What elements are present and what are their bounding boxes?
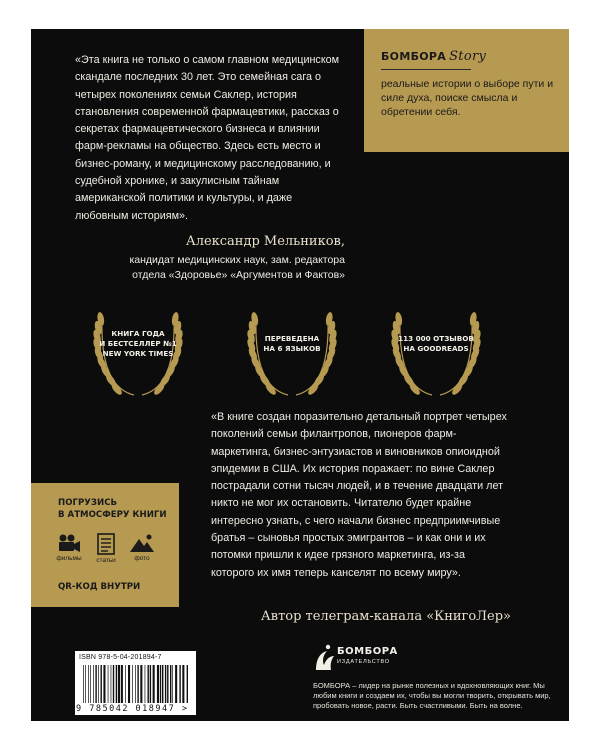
award-badge-1 — [73, 309, 203, 399]
barcode-bar — [162, 665, 163, 703]
award-text — [242, 334, 342, 354]
bombora-wave-logo-icon — [313, 643, 335, 671]
barcode-bar — [113, 665, 114, 703]
award-text-line: НА 6 ЯЗЫКОВ — [263, 344, 321, 353]
award-badge-3 — [371, 309, 501, 399]
barcode-bar — [116, 665, 117, 703]
laurel-wreath-icon — [371, 309, 501, 399]
qr-item-label: статьи — [96, 557, 116, 564]
barcode-bar — [153, 665, 155, 703]
barcode-bar — [101, 665, 102, 703]
qr-item-label: фильмы — [56, 555, 82, 562]
barcode-bar — [157, 665, 159, 703]
review-author-1-role-line: кандидат медицинских наук, зам. редактора — [129, 254, 345, 266]
barcode-bar — [175, 665, 177, 703]
award-text — [386, 334, 486, 354]
barcode-bar — [111, 665, 112, 703]
award-text-line: ПЕРЕВЕДЕНА — [264, 334, 320, 343]
qr-item-articles — [90, 533, 122, 564]
series-box — [364, 29, 569, 152]
barcode-bar — [167, 665, 168, 703]
barcode-bar — [88, 665, 89, 703]
book-back-cover — [31, 29, 569, 721]
qr-item-label: фото — [134, 555, 150, 562]
award-text-line: НА GOODREADS — [403, 344, 469, 353]
qr-promo-title-line: ПОГРУЗИСЬ — [58, 498, 118, 508]
barcode-bar — [187, 665, 188, 703]
document-icon — [97, 533, 115, 555]
barcode-bar — [121, 665, 123, 703]
review-author-1-name: Александр Мельников, — [185, 234, 345, 249]
qr-promo-title — [58, 497, 167, 521]
laurel-wreath-icon — [227, 309, 357, 399]
publisher-subtitle: ИЗДАТЕЛЬСТВО — [337, 659, 390, 665]
qr-item-photos — [126, 533, 158, 562]
barcode-bar — [140, 665, 142, 703]
barcode-bar — [103, 665, 105, 703]
barcode-bar — [135, 665, 136, 703]
review-author-1-role — [75, 253, 345, 283]
barcode-bar — [98, 665, 99, 703]
series-logo — [381, 49, 486, 64]
series-divider — [381, 69, 471, 70]
series-description: реальные истории о выборе пути и силе духа, поиске смысла и обретении себя. — [381, 78, 554, 118]
publisher-description: БОМБОРА – лидер на рынке полезных и вдохновляющих книг. Мы любим книги и создаем их, чтобы вы могли творить, открывать мир, пробовать новое, расти. Быть счастливыми. Быть на волне. — [313, 681, 551, 710]
award-text-line: NEW YORK TIMES — [102, 349, 174, 358]
barcode-bar — [148, 665, 149, 703]
barcode-bar — [132, 665, 133, 703]
barcode-bar — [145, 665, 146, 703]
barcode-bar — [85, 665, 86, 703]
photo-icon — [129, 533, 155, 553]
isbn-label: ISBN 978-5-04-201894-7 — [79, 654, 162, 661]
laurel-stem — [440, 319, 472, 395]
barcode-bar — [128, 665, 130, 703]
review-quote-1: «Эта книга не только о самом главном медицинском скандале последних 30 лет. Это семейная сага о четырех поколениях семьи Саклер, история становления современной фармацевтики, рассказ о секретах фармацевтического бизнеса и влиянии фарм-рекламы на общество. Здесь есть место и бизнес-роману, и медицинскому расследованию, и судебной хронике, и закулисным тайнам американской политики и культуры, и даже любовным историям». — [75, 54, 340, 222]
qr-promo-title-line: В АТМОСФЕРУ КНИГИ — [58, 510, 167, 520]
review-author-1-role-line: отдела «Здоровье» «Аргументов и Фактов» — [132, 269, 345, 281]
isbn-barcode — [75, 651, 196, 715]
qr-inside-label: QR-КОД ВНУТРИ — [58, 582, 141, 592]
qr-item-films — [53, 533, 85, 562]
laurel-stem — [256, 319, 288, 395]
barcode-bar — [90, 665, 91, 703]
barcode-bar — [170, 665, 171, 703]
award-text-line: КНИГА ГОДА — [111, 329, 165, 338]
award-text-line: 113 000 ОТЗЫВОВ — [398, 334, 474, 343]
review-quote-2: «В книге создан поразительно детальный портрет четырех поколений семьи филантропов, пионеров фарм-маркетинга, бизнес-энтузиастов и виновников опиоидной эпидемии в США. Их история поражает: по вине Саклер пострадали сотни тысяч людей, и в течение двадцати лет никто не мог их остановить. Читателю будет крайне интересно узнать, с чего начали бизнес предприимчивые братья – сыновья простых эмигрантов – и как они и их потомки пришли к идее грязного маркетинга, из-за которого их имя теперь канселят по всему миру». — [211, 411, 507, 579]
review-author-2: Автор телеграм-канала «КнигоЛер» — [260, 609, 511, 624]
barcode-bar — [118, 665, 120, 703]
publisher-name: БОМБОРА — [337, 646, 398, 657]
barcode-bar — [125, 665, 126, 703]
film-camera-icon — [57, 533, 81, 553]
award-text — [88, 329, 188, 359]
award-text-line: И БЕСТСЕЛЛЕР №1 — [99, 339, 177, 348]
laurel-stem — [296, 319, 328, 395]
series-logo-story: Story — [449, 49, 487, 64]
barcode-bar — [150, 665, 151, 703]
barcode-bar — [83, 665, 84, 703]
laurel-stem — [400, 319, 432, 395]
barcode-bar — [160, 665, 161, 703]
barcode-bar — [179, 665, 180, 703]
barcode-bars — [83, 665, 189, 703]
series-logo-brand: БОМБОРА — [381, 50, 447, 63]
barcode-bar — [182, 665, 184, 703]
barcode-bar — [137, 665, 138, 703]
barcode-bar — [95, 665, 96, 703]
qr-promo-box — [31, 483, 179, 607]
award-badge-2 — [227, 309, 357, 399]
barcode-bar — [108, 665, 109, 703]
isbn-digits: 9 785042 018947 > — [76, 704, 189, 714]
barcode-bar — [165, 665, 166, 703]
barcode-bar — [172, 665, 173, 703]
barcode-bar — [93, 665, 94, 703]
